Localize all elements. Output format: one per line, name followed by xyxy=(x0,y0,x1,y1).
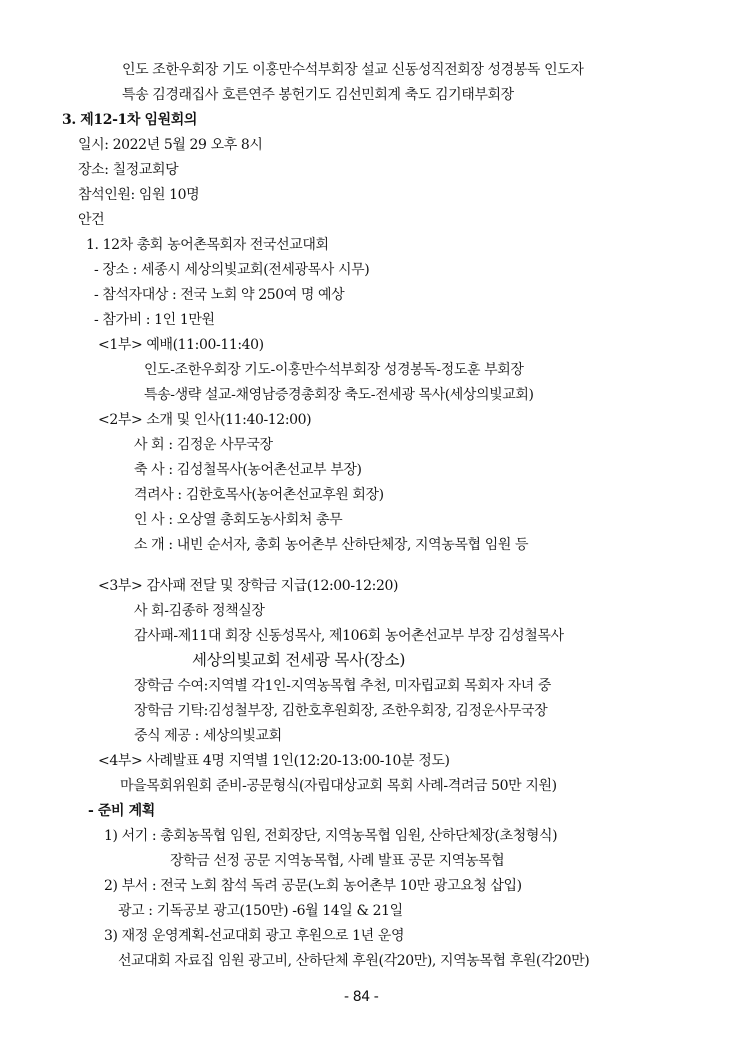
text-line: 소 개 : 내빈 순서자, 총회 농어촌부 산하단체장, 지역농목협 임원 등 xyxy=(134,537,529,553)
text-line: 인도 조한우회장 기도 이홍만수석부회장 설교 신동성직전회장 성경봉독 인도자 xyxy=(122,62,584,78)
text-line: 마을목회위원회 준비-공문형식(자립대상교회 목회 사례-격려금 50만 지원) xyxy=(120,778,557,794)
text-line: 참석인원: 임원 10명 xyxy=(78,187,200,203)
text-line: 2) 부서 : 전국 노회 참석 독려 공문(노회 농어촌부 10만 광고요청 삽입) xyxy=(104,878,522,894)
text-line: 사 회 : 김정운 사무국장 xyxy=(134,437,273,453)
text-line: 안건 xyxy=(78,212,105,228)
part-heading: <2부> 소개 및 인사(11:40-12:00) xyxy=(98,412,312,428)
text-line: 선교대회 자료집 임원 광고비, 산하단체 후원(각20만), 지역농목협 후원(각20만) xyxy=(118,953,590,969)
text-line: 장학금 수여:지역별 각1인-지역농목협 추천, 미자립교회 목회자 자녀 중 xyxy=(134,678,552,694)
text-line: 인 사 : 오상열 총회도농사회처 총무 xyxy=(134,512,343,528)
text-line: 특송 김경래집사 호른연주 봉헌기도 김선민회계 축도 김기태부회장 xyxy=(122,87,514,103)
plan-heading: - 준비 계획 xyxy=(88,803,155,819)
text-line: 세상의빛교회 전세광 목사(장소) xyxy=(192,651,406,669)
text-line: - 장소 : 세종시 세상의빛교회(전세광목사 시무) xyxy=(94,262,370,278)
text-line: 인도-조한우회장 기도-이홍만수석부회장 성경봉독-정도훈 부회장 xyxy=(144,362,524,378)
page-number: - 84 - xyxy=(344,989,379,1005)
text-line: 중식 제공 : 세상의빛교회 xyxy=(134,728,282,744)
text-line: 장학금 선정 공문 지역농목협, 사례 발표 공문 지역농목협 xyxy=(170,853,505,869)
part-heading: <1부> 예배(11:00-11:40) xyxy=(98,337,264,353)
text-line: 광고 : 기독공보 광고(150만) -6월 14일 & 21일 xyxy=(118,903,403,919)
text-line: 축 사 : 김성철목사(농어촌선교부 부장) xyxy=(134,462,362,478)
text-line: 격려사 : 김한호목사(농어촌선교후원 회장) xyxy=(134,487,384,503)
text-line: 장소: 칠정교회당 xyxy=(78,162,179,178)
part-heading: <3부> 감사패 전달 및 장학금 지급(12:00-12:20) xyxy=(98,578,399,594)
text-line: - 참석자대상 : 전국 노회 약 250여 명 예상 xyxy=(94,287,345,303)
text-line: 1) 서기 : 총회농목협 임원, 전회장단, 지역농목협 임원, 산하단체장(초청형식) xyxy=(104,828,558,844)
text-line: - 참가비 : 1인 1만원 xyxy=(94,312,215,328)
text-line: 사 회-김종하 정책실장 xyxy=(134,603,265,619)
text-line: 감사패-제11대 회장 신동성목사, 제106회 농어촌선교부 부장 김성철목사 xyxy=(134,628,564,644)
text-line: 일시: 2022년 5월 29 오후 8시 xyxy=(78,137,263,153)
part-heading: <4부> 사례발표 4명 지역별 1인(12:20-13:00-10분 정도) xyxy=(98,753,450,769)
section-heading: 3. 제12-1차 임원회의 xyxy=(62,112,197,128)
text-line: 특송-생략 설교-채영남증경총회장 축도-전세광 목사(세상의빛교회) xyxy=(144,387,534,403)
agenda-item: 1. 12차 총회 농어촌목회자 전국선교대회 xyxy=(86,237,329,253)
text-line: 장학금 기탁:김성철부장, 김한호후원회장, 조한우회장, 김정운사무국장 xyxy=(134,703,548,719)
text-line: 3) 재정 운영계획-선교대회 광고 후원으로 1년 운영 xyxy=(104,928,405,944)
